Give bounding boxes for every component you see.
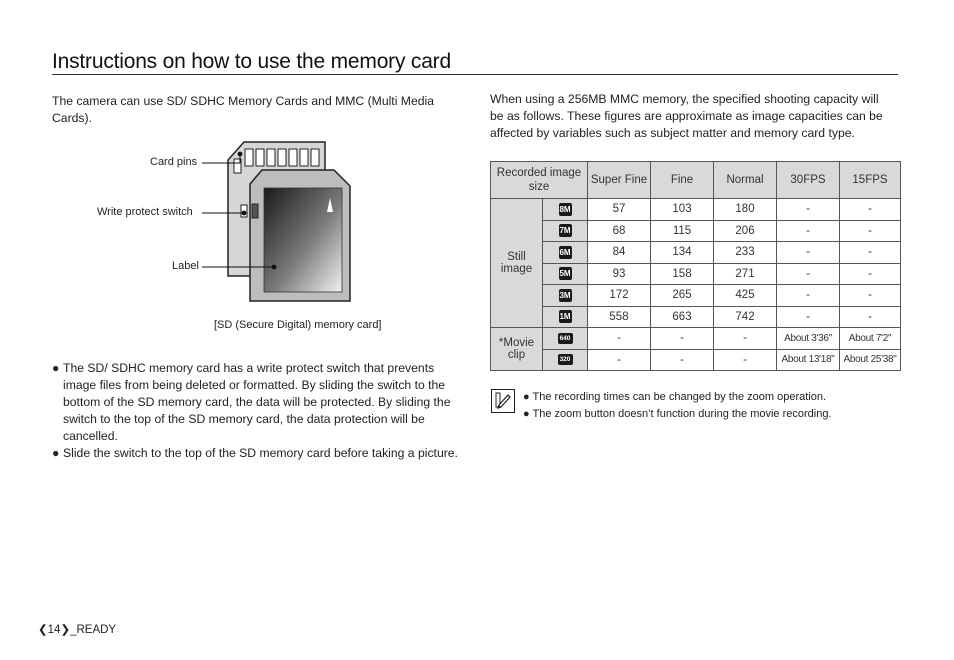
header-fine: Fine [651,162,714,199]
size-5m-icon: 5M [559,269,571,279]
header-normal: Normal [714,162,777,199]
bullet-list [52,360,460,462]
note-text: The zoom button doesn’t function during the movie recording. [532,408,832,420]
header-super-fine: Super Fine [588,162,651,199]
notes-list [523,389,832,423]
size-6m-icon: 6M [559,247,571,257]
table-header-row [491,162,901,199]
write-protect-switch-label: Write protect switch [97,206,193,218]
bullet-dot: ● [52,446,60,460]
bullet-item [52,360,460,445]
write-protect-switch-icon [252,204,258,218]
size-8m-icon: 8M [559,204,571,214]
label-label: Label [172,260,199,272]
intro-left-text: The camera can use SD/ SDHC Memory Cards and MMC (Multi Media Cards). [52,94,434,125]
table-row: 5M 93 158 271 - - [491,263,901,285]
page-title: Instructions on how to use the memory card [52,50,451,73]
table-row: 6M 84 134 233 - - [491,242,901,264]
note-item [523,406,832,423]
table-row: 7M 68 115 206 - - [491,220,901,242]
note-item [523,389,832,406]
bullet-text: The SD/ SDHC memory card has a write protect switch that prevents image files from being deleted or formatted. By sliding the switch to the bottom of the SD memory card, the data will be protected. By sliding the switch to the top of the SD memory card, the data protection will be cancelled. [63,361,451,443]
note-pencil-icon [491,389,515,413]
section-label: _READY [70,624,117,636]
movie-320-icon: 320 [558,354,573,365]
page-footer [38,622,116,636]
size-3m-icon: 3M [559,290,571,300]
table-row: Still image 8M 57 103 180 - - [491,199,901,221]
page-number-right-bracket-icon: ❯ [60,624,71,636]
table-row: *Movie clip 640 - - - About 3'36" About 7'2" [491,328,901,350]
note-bullet: ● [523,408,530,420]
header-30fps: 30FPS [777,162,840,199]
sd-card-back [228,142,325,276]
card-label-area [264,188,342,292]
size-7m-icon: 7M [559,226,571,236]
sd-card-front [250,170,350,301]
figure-caption: [SD (Secure Digital) memory card] [214,319,382,331]
card-pins-label: Card pins [150,156,198,168]
header-15fps: 15FPS [840,162,901,199]
bullet-item [52,445,460,462]
bullet-dot: ● [52,361,60,375]
intro-right-text: When using a 256MB MMC memory, the specified shooting capacity will be as follows. These figures are approximate as image capacities can be affected by variables such as subject matter and memory card type. [490,92,883,140]
header-image-size: Recorded image size [491,162,588,199]
arrow-icon [327,198,333,212]
table-row: 3M 172 265 425 - - [491,285,901,307]
page-number: 14 [47,624,61,636]
bullet-text: Slide the switch to the top of the SD memory card before taking a picture. [63,446,458,460]
page-number-left-bracket-icon: ❮ [38,624,48,636]
capacity-table [490,161,901,371]
title-rule [52,74,898,75]
note-text: The recording times can be changed by the zoom operation. [532,391,827,403]
note-bullet: ● [523,391,530,403]
size-1m-icon: 1M [559,312,571,322]
table-row: 320 - - - About 13'18" About 25'38" [491,349,901,371]
card-pins-icon [234,149,319,173]
table-row: 1M 558 663 742 - - [491,306,901,328]
still-image-group-label: Still image [491,199,543,328]
movie-clip-group-label: *Movie clip [491,328,543,371]
movie-640-icon: 640 [558,333,573,344]
